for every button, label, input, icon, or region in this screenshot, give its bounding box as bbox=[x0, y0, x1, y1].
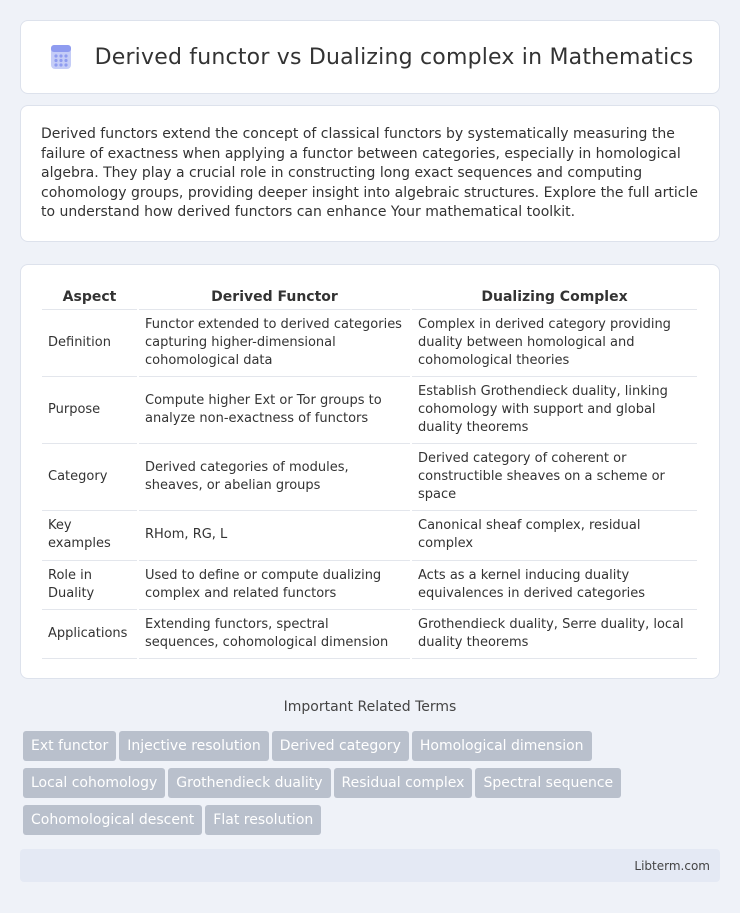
table-row bbox=[42, 510, 698, 560]
tag-local-cohomology[interactable]: Local cohomology bbox=[23, 768, 165, 798]
row-aspect: Role in Duality bbox=[42, 560, 138, 609]
tag-ext-functor[interactable]: Ext functor bbox=[23, 731, 116, 761]
title-card bbox=[20, 20, 720, 94]
table-row bbox=[42, 309, 698, 376]
header-derived-functor: Derived Functor bbox=[138, 285, 411, 309]
row-aspect: Applications bbox=[42, 609, 138, 658]
row-dualizing-complex: Canonical sheaf complex, residual complex bbox=[411, 510, 698, 560]
comparison-table-card bbox=[20, 264, 720, 679]
row-aspect: Purpose bbox=[42, 376, 138, 443]
intro-card bbox=[20, 105, 720, 242]
row-derived-functor: Used to define or compute dualizing complex and related functors bbox=[138, 560, 411, 609]
footer-brand-link[interactable]: Libterm.com bbox=[634, 858, 710, 873]
row-derived-functor: RHom, RG, L bbox=[138, 510, 411, 560]
tag-derived-category[interactable]: Derived category bbox=[272, 731, 409, 761]
row-dualizing-complex: Derived category of coherent or constructible sheaves on a scheme or space bbox=[411, 443, 698, 510]
intro-text: Derived functors extend the concept of classical functors by systematically measuring the failure of exactness when applying a functor between categories, especially in homological algebra. They play a crucial role in constructing long exact sequences and computing cohomology groups, providing deeper insight into algebraic structures. Explore the full article to understand how derived functors can enhance Your mathematical toolkit. bbox=[41, 126, 698, 220]
row-dualizing-complex: Acts as a kernel inducing duality equivalences in derived categories bbox=[411, 560, 698, 609]
calculator-icon bbox=[47, 43, 75, 71]
table-row bbox=[42, 609, 698, 658]
comparison-table bbox=[42, 285, 699, 659]
row-derived-functor: Compute higher Ext or Tor groups to analyze non-exactness of functors bbox=[138, 376, 411, 443]
footer-bar bbox=[20, 849, 720, 882]
row-derived-functor: Derived categories of modules, sheaves, or abelian groups bbox=[138, 443, 411, 510]
row-dualizing-complex: Grothendieck duality, Serre duality, local duality theorems bbox=[411, 609, 698, 658]
tag-residual-complex[interactable]: Residual complex bbox=[334, 768, 473, 798]
tag-cohomological-descent[interactable]: Cohomological descent bbox=[23, 805, 202, 835]
row-dualizing-complex: Establish Grothendieck duality, linking cohomology with support and global duality theorems bbox=[411, 376, 698, 443]
related-terms-title: Important Related Terms bbox=[283, 699, 457, 715]
header-aspect: Aspect bbox=[42, 285, 138, 309]
table-row bbox=[42, 560, 698, 609]
tag-grothendieck-duality[interactable]: Grothendieck duality bbox=[168, 768, 330, 798]
row-derived-functor: Functor extended to derived categories capturing higher-dimensional cohomological data bbox=[138, 309, 411, 376]
row-dualizing-complex: Complex in derived category providing duality between homological and cohomological theories bbox=[411, 309, 698, 376]
row-aspect: Definition bbox=[42, 309, 138, 376]
table-header-row bbox=[42, 285, 698, 309]
tag-spectral-sequence[interactable]: Spectral sequence bbox=[475, 768, 621, 798]
page-title: Derived functor vs Dualizing complex in Mathematics bbox=[94, 44, 694, 70]
tag-homological-dimension[interactable]: Homological dimension bbox=[412, 731, 592, 761]
row-aspect: Key examples bbox=[42, 510, 138, 560]
table-row bbox=[42, 443, 698, 510]
tag-flat-resolution[interactable]: Flat resolution bbox=[205, 805, 321, 835]
row-aspect: Category bbox=[42, 443, 138, 510]
header-dualizing-complex: Dualizing Complex bbox=[411, 285, 698, 309]
tag-injective-resolution[interactable]: Injective resolution bbox=[119, 731, 268, 761]
related-terms-list bbox=[23, 731, 723, 842]
row-derived-functor: Extending functors, spectral sequences, cohomological dimension bbox=[138, 609, 411, 658]
table-row bbox=[42, 376, 698, 443]
